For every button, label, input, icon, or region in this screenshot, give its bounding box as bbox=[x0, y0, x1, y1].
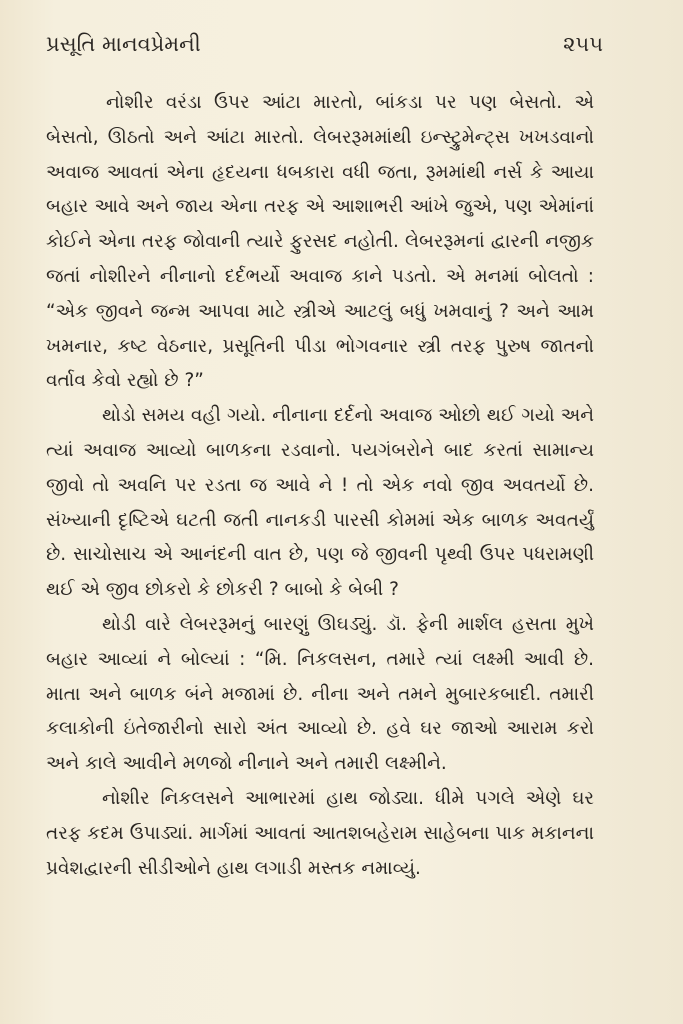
paragraph-2: થોડો સમય વહી ગયો. નીનાના દર્દનો અવાજ ઓછો થઈ ગયો અને ત્યાં અવાજ આવ્યો બાળકના રડવાનો. પયગંબરોને બાદ કરતાં સામાન્ય જીવો તો અવનિ પર રડતા જ આવે ને ! તો એક નવો જીવ અવતર્યો છે. સંખ્યાની દૃષ્ટિએ ઘટતી જતી નાનકડી પારસી કોમમાં એક બાળક અવતર્યું છે. સાચોસાચ એ આનંદની વાત છે, પણ જે જીવની પૃથ્વી ઉપર પધરામણી થઈ એ જીવ છોકરો કે છોકરી ? બાબો કે બેબી ? bbox=[46, 405, 594, 601]
chapter-title: પ્રસૂતિ માનવપ્રેમની bbox=[46, 32, 201, 56]
paragraph-1: નોશીર વરંડા ઉપર આંટા મારતો, બાંકડા પર પણ બેસતો. એ બેસતો, ઊઠતો અને આંટા મારતો. લેબરરૂમમાંથી ઇન્સ્ટ્રુમેન્ટ્સ ખખડવાનો અવાજ આવતાં એના હૃદયના ધબકારા વધી જતા, રૂમમાંથી નર્સ કે આયા બહાર આવે અને જાય એના તરફ એ આશાભરી આંખે જુએ, પણ એમાંનાં કોઈને એના તરફ જોવાની ત્યારે ફુરસદ નહોતી. લેબરરૂમનાં દ્વારની નજીક જતાં નોશીરને નીનાનો દર્દભર્યો અવાજ કાને પડતો. એ મનમાં બોલતો : “એક જીવને જન્મ આપવા માટે સ્ત્રીએ આટલું બધું ખમવાનું ? અને આમ ખમનાર, કષ્ટ વેઠનાર, પ્રસૂતિની પીડા ભોગવનાર સ્ત્રી તરફ પુરુષ જાતનો વર્તાવ કેવો રહ્યો છે ?” bbox=[46, 92, 594, 392]
running-header bbox=[46, 32, 603, 57]
page-number: ૨૫૫ bbox=[563, 32, 603, 56]
body-text bbox=[46, 86, 594, 886]
paragraph-4: નોશીર નિકલસને આભારમાં હાથ જોડ્યા. ધીમે પગલે એણે ઘર તરફ કદમ ઉપાડ્યાં. માર્ગમાં આવતાં આતશબહેરામ સાહેબના પાક મકાનના પ્રવેશદ્વારની સીડીઓને હાથ લગાડી મસ્તક નમાવ્યું. bbox=[46, 787, 594, 879]
paragraph-3: થોડી વારે લેબરરૂમનું બારણું ઊઘડ્યું. ડૉ. ફેની માર્શલ હસતા મુખે બહાર આવ્યાં ને બોલ્યાં : “મિ. નિકલસન, તમારે ત્યાં લક્ષ્મી આવી છે. માતા અને બાળક બંને મજામાં છે. નીના અને તમને મુબારકબાદી. તમારી કલાકોની ઇંતેજારીનો સારો અંત આવ્યો છે. હવે ઘર જાઓ આરામ કરો અને કાલે આવીને મળજો નીનાને અને તમારી લક્ષ્મીને. bbox=[46, 613, 594, 775]
